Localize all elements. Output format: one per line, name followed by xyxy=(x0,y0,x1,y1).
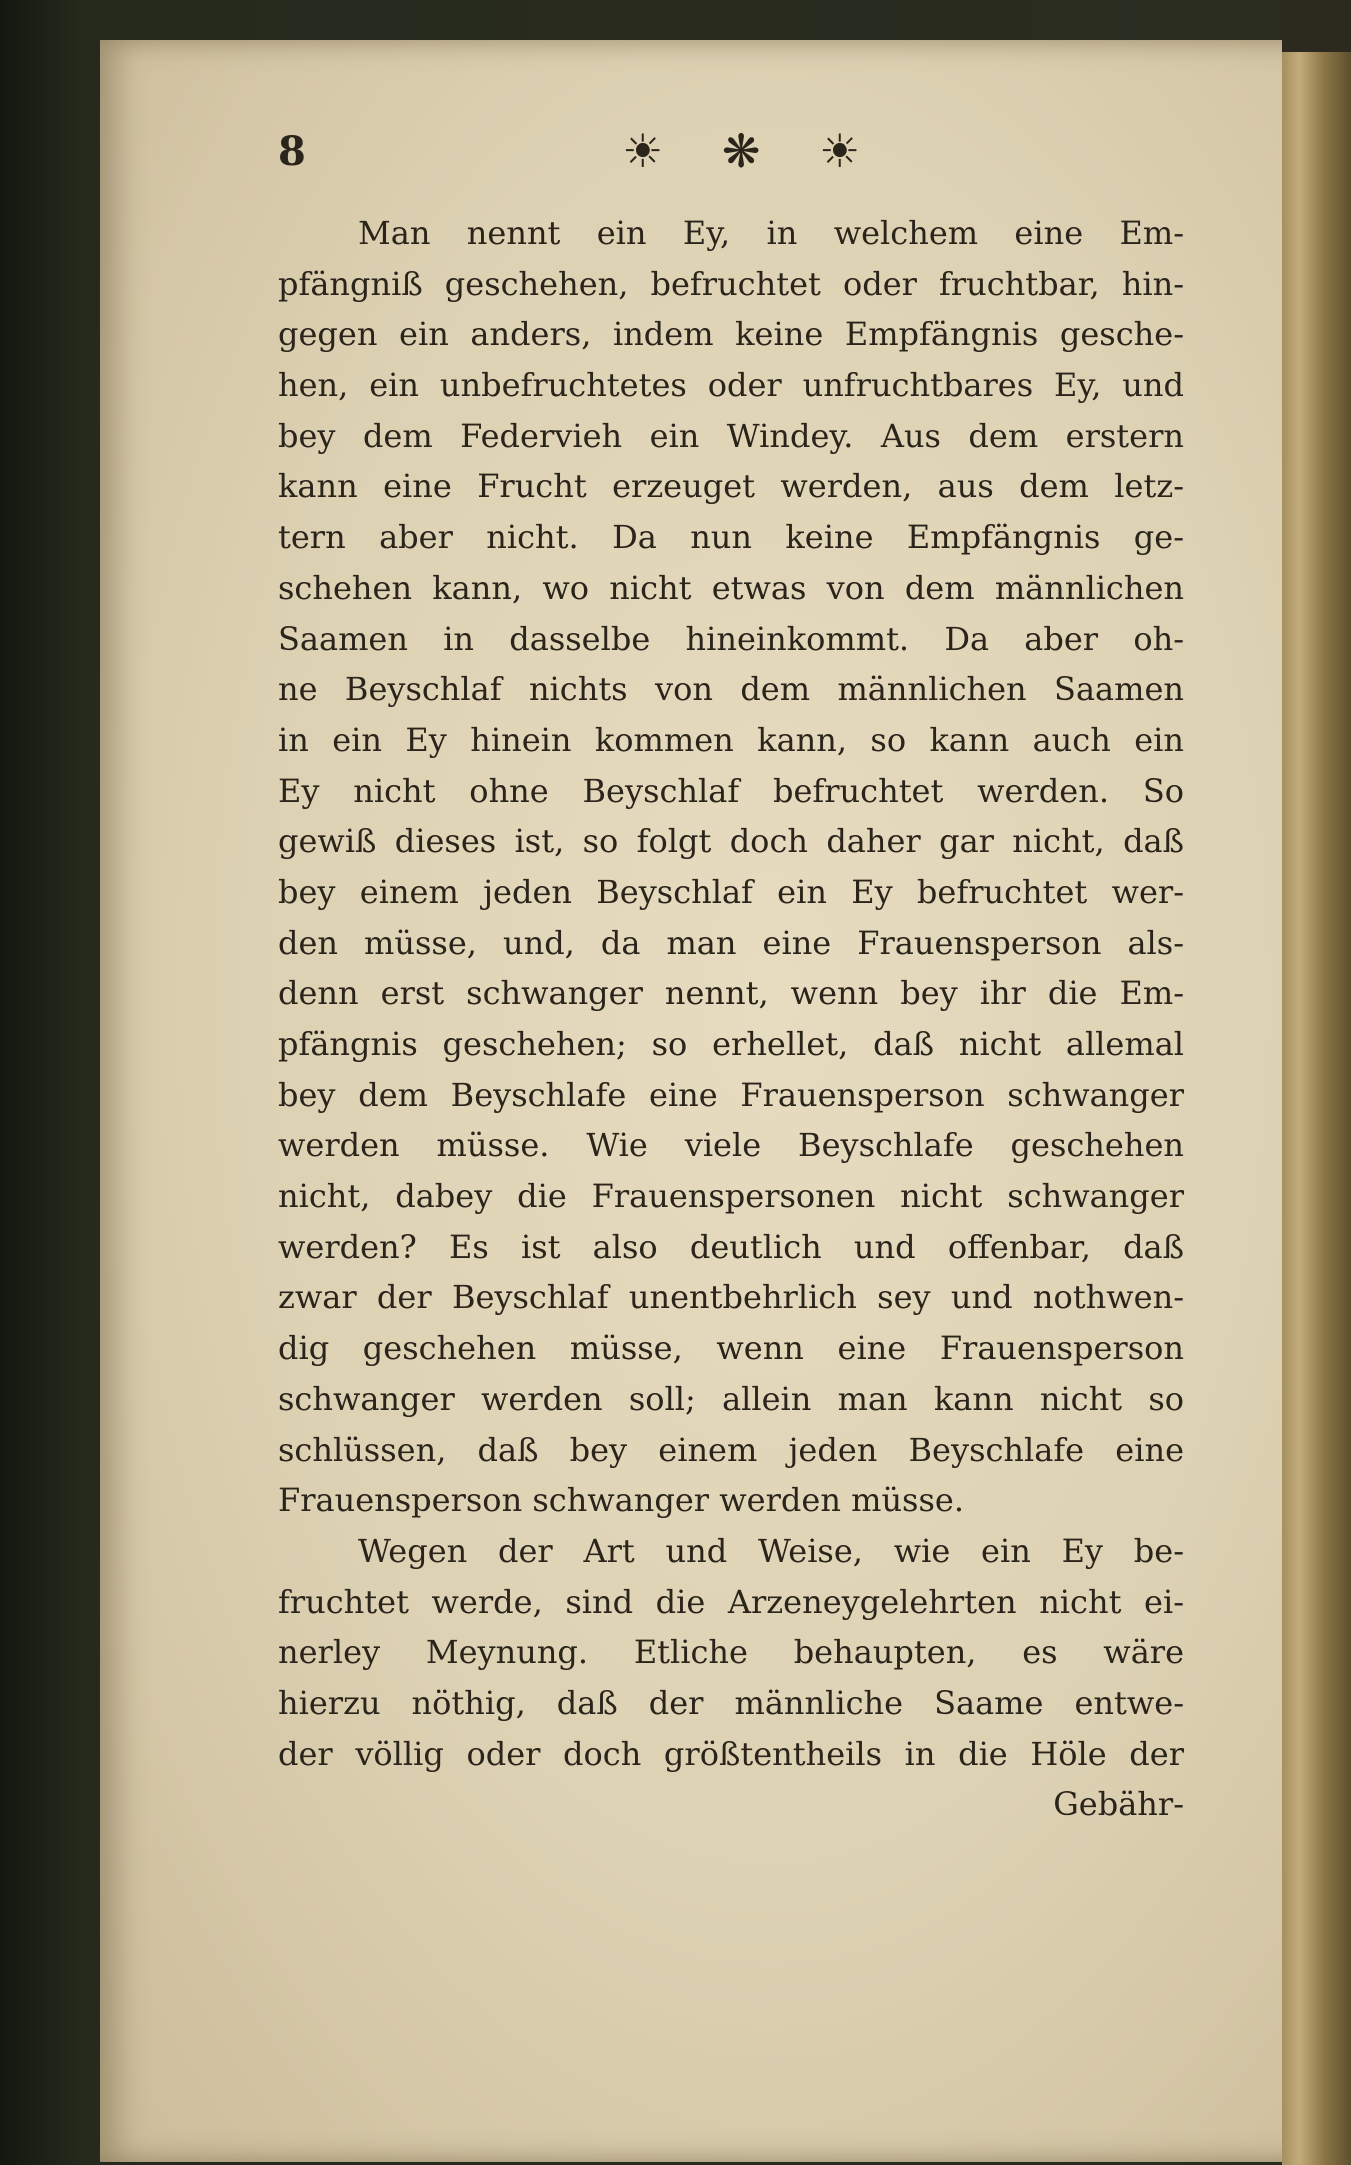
text-line: tern aber nicht. Da nun keine Empfängnis ge- xyxy=(278,518,1184,557)
text-line: pfängnis geschehen; so erhellet, daß nicht allemal xyxy=(278,1025,1184,1063)
book-gutter xyxy=(1282,0,1351,2165)
text-line: Wegen der Art und Weise, wie ein Ey be- xyxy=(358,1531,1184,1570)
page-header xyxy=(270,124,1220,178)
text-line: hierzu nöthig, daß der männliche Saame entwe- xyxy=(278,1683,1184,1722)
text-line: Saamen in dasselbe hineinkommt. Da aber oh- xyxy=(278,619,1184,658)
gutter-shadow xyxy=(1282,0,1351,52)
page-number: 8 xyxy=(278,128,306,175)
text-line: werden müsse. Wie viele Beyschlafe geschehen xyxy=(278,1126,1184,1165)
text-line: nicht, dabey die Frauenspersonen nicht schwanger xyxy=(278,1177,1184,1216)
text-line: hen, ein unbefruchtetes oder unfruchtbares Ey, und xyxy=(278,366,1184,405)
text-line: bey einem jeden Beyschlaf ein Ey befruchtet wer- xyxy=(278,872,1184,911)
text-line: Ey nicht ohne Beyschlaf befruchtet werden. So xyxy=(278,771,1184,810)
text-line: schlüssen, daß bey einem jeden Beyschlafe eine xyxy=(278,1430,1184,1469)
text-line: schehen kann, wo nicht etwas von dem männlichen xyxy=(278,568,1184,607)
text-line: werden? Es ist also deutlich und offenbar, daß xyxy=(278,1227,1184,1266)
text-line: gegen ein anders, indem keine Empfängnis gesche- xyxy=(278,315,1184,354)
header-ornament: ☀ ❋ ☀ xyxy=(622,124,883,178)
text-line: denn erst schwanger nennt, wenn bey ihr die Em- xyxy=(278,974,1184,1013)
text-line: ne Beyschlaf nichts von dem männlichen Saamen xyxy=(278,670,1184,709)
text-line: bey dem Beyschlafe eine Frauensperson schwanger xyxy=(278,1075,1184,1114)
text-line: Man nennt ein Ey, in welchem eine Em- xyxy=(358,214,1184,252)
text-line: kann eine Frucht erzeuget werden, aus dem letz- xyxy=(278,467,1184,506)
text-line: in ein Ey hinein kommen kann, so kann auch ein xyxy=(278,720,1184,759)
text-line: fruchtet werde, sind die Arzeneygelehrten nicht ei- xyxy=(278,1582,1184,1621)
text-line: Frauensperson schwanger werden müsse. xyxy=(278,1481,964,1520)
text-line: zwar der Beyschlaf unentbehrlich sey und nothwen- xyxy=(278,1278,1184,1317)
text-line: dig geschehen müsse, wenn eine Frauensperson xyxy=(278,1329,1184,1368)
text-line: nerley Meynung. Etliche behaupten, es wäre xyxy=(278,1633,1184,1672)
text-line: bey dem Federvieh ein Windey. Aus dem erstern xyxy=(278,416,1184,455)
text-line: gewiß dieses ist, so folgt doch daher gar nicht, daß xyxy=(278,822,1184,861)
text-line: pfängniß geschehen, befruchtet oder fruchtbar, hin- xyxy=(278,264,1184,303)
text-line: den müsse, und, da man eine Frauensperson als- xyxy=(278,923,1184,962)
text-line: schwanger werden soll; allein man kann nicht so xyxy=(278,1379,1184,1418)
text-line: der völlig oder doch größtentheils in die Höle der xyxy=(278,1734,1184,1773)
catchword: Gebähr- xyxy=(1053,1785,1184,1824)
body-text xyxy=(278,208,1184,1830)
